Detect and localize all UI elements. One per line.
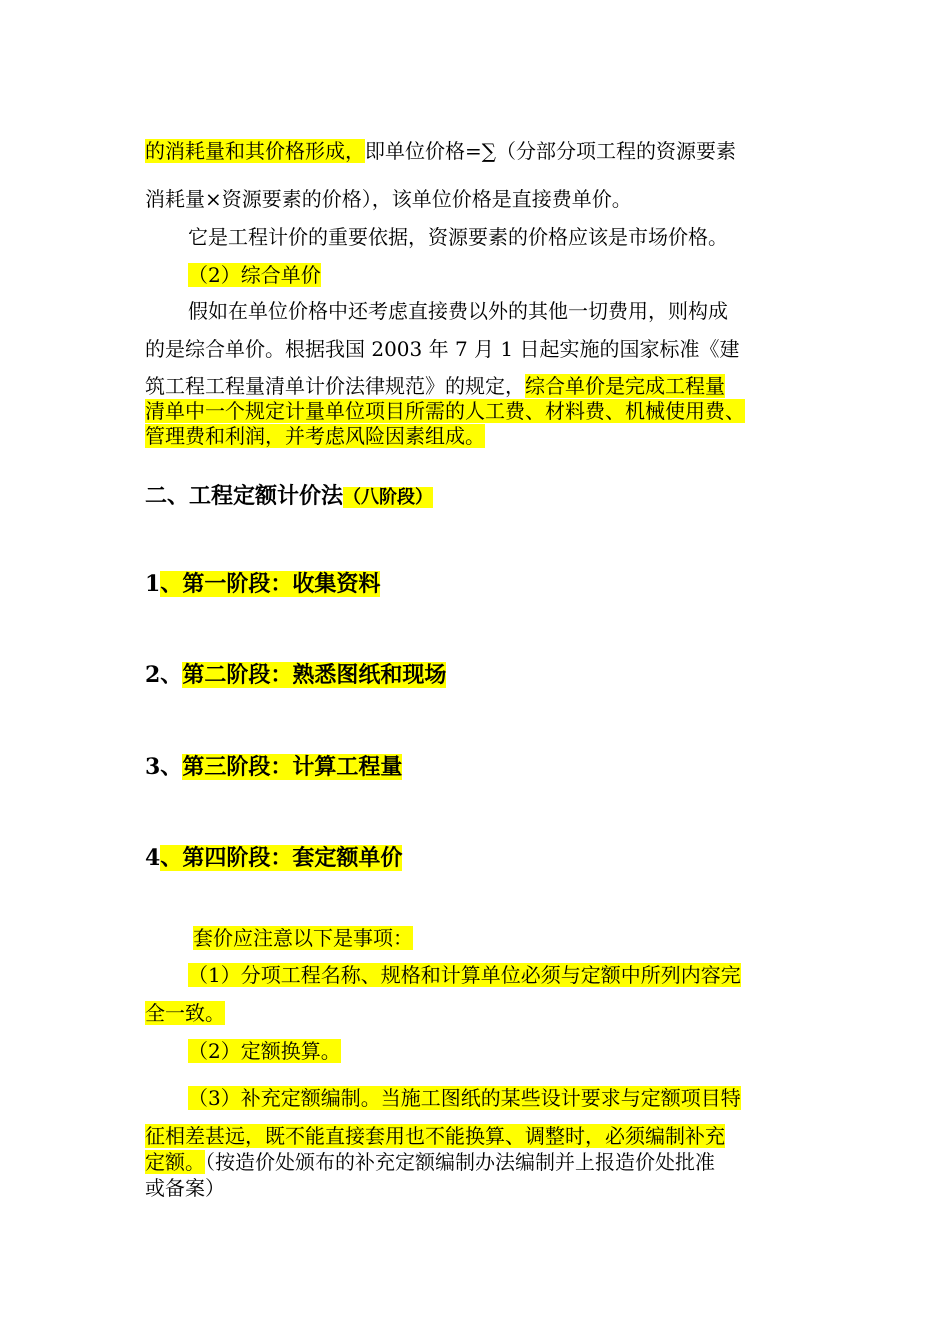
paragraph-line-7 <box>145 373 725 399</box>
highlight-text: 、第一阶段：收集资料 <box>160 571 381 597</box>
highlight-text: 第二阶段：熟悉图纸和现场 <box>182 662 447 688</box>
item-1-line-a <box>188 962 741 988</box>
highlight-text: 全一致。 <box>145 1001 225 1025</box>
body-text: 即单位价格=∑（分部分项工程的资源要素 <box>365 139 737 163</box>
heading-text: 二、工程定额计价法 <box>145 484 344 509</box>
paragraph-line-9 <box>145 423 485 449</box>
highlight-text: （3）补充定额编制。当施工图纸的某些设计要求与定额项目特 <box>188 1086 741 1110</box>
stage-number: 4 <box>145 845 161 871</box>
item-1-line-b <box>145 1000 225 1026</box>
paragraph-line-5: 假如在单位价格中还考虑直接费以外的其他一切费用，则构成 <box>188 299 728 323</box>
highlight-text: （2）综合单价 <box>188 263 321 287</box>
paragraph-line-2: 消耗量×资源要素的价格），该单位价格是直接费单价。 <box>145 187 632 211</box>
item-2-line <box>188 1038 341 1064</box>
highlight-text: 管理费和利润，并考虑风险因素组成。 <box>145 424 485 448</box>
highlight-text: （1）分项工程名称、规格和计算单位必须与定额中所列内容完 <box>188 963 741 987</box>
highlight-text: （八阶段） <box>343 487 434 508</box>
highlight-text: 定额。 <box>145 1150 205 1174</box>
highlight-text: 综合单价是完成工程量 <box>525 374 725 398</box>
paragraph-line-1 <box>145 138 736 164</box>
highlight-text: 征相差甚远，既不能直接套用也不能换算、调整时，必须编制补充 <box>145 1124 725 1148</box>
highlight-text: 套价应注意以下是事项： <box>193 926 413 950</box>
paragraph-line-6: 的是综合单价。根据我国 2003 年 7 月 1 日起实施的国家标准《建 <box>145 337 740 361</box>
stage-heading-2 <box>145 662 446 688</box>
highlight-text: 、第四阶段：套定额单价 <box>160 845 403 871</box>
paragraph-line-8 <box>145 398 745 424</box>
item-3-line-c <box>145 1149 715 1175</box>
stage-number: 3、 <box>145 754 183 780</box>
subheading-composite-price <box>188 262 321 288</box>
stage-number: 1 <box>145 571 161 597</box>
note-line <box>193 925 413 951</box>
stage-number: 2、 <box>145 662 183 688</box>
stage-heading-4 <box>145 845 402 871</box>
highlight-text: （2）定额换算。 <box>188 1039 341 1063</box>
highlight-text: 的消耗量和其价格形成， <box>145 139 365 163</box>
highlight-text: 清单中一个规定计量单位项目所需的人工费、材料费、机械使用费、 <box>145 399 745 423</box>
stage-heading-1 <box>145 571 380 597</box>
item-3-line-d: 或备案） <box>145 1176 225 1200</box>
item-3-line-b <box>145 1123 725 1149</box>
section-heading <box>145 484 433 511</box>
item-3-line-a <box>188 1085 741 1111</box>
paragraph-line-3: 它是工程计价的重要依据，资源要素的价格应该是市场价格。 <box>188 225 728 249</box>
body-text: 筑工程工程量清单计价法律规范》的规定， <box>145 374 525 398</box>
body-text: （按造价处颁布的补充定额编制办法编制并上报造价处批准 <box>205 1150 715 1174</box>
highlight-text: 第三阶段：计算工程量 <box>182 754 403 780</box>
stage-heading-3 <box>145 754 402 780</box>
